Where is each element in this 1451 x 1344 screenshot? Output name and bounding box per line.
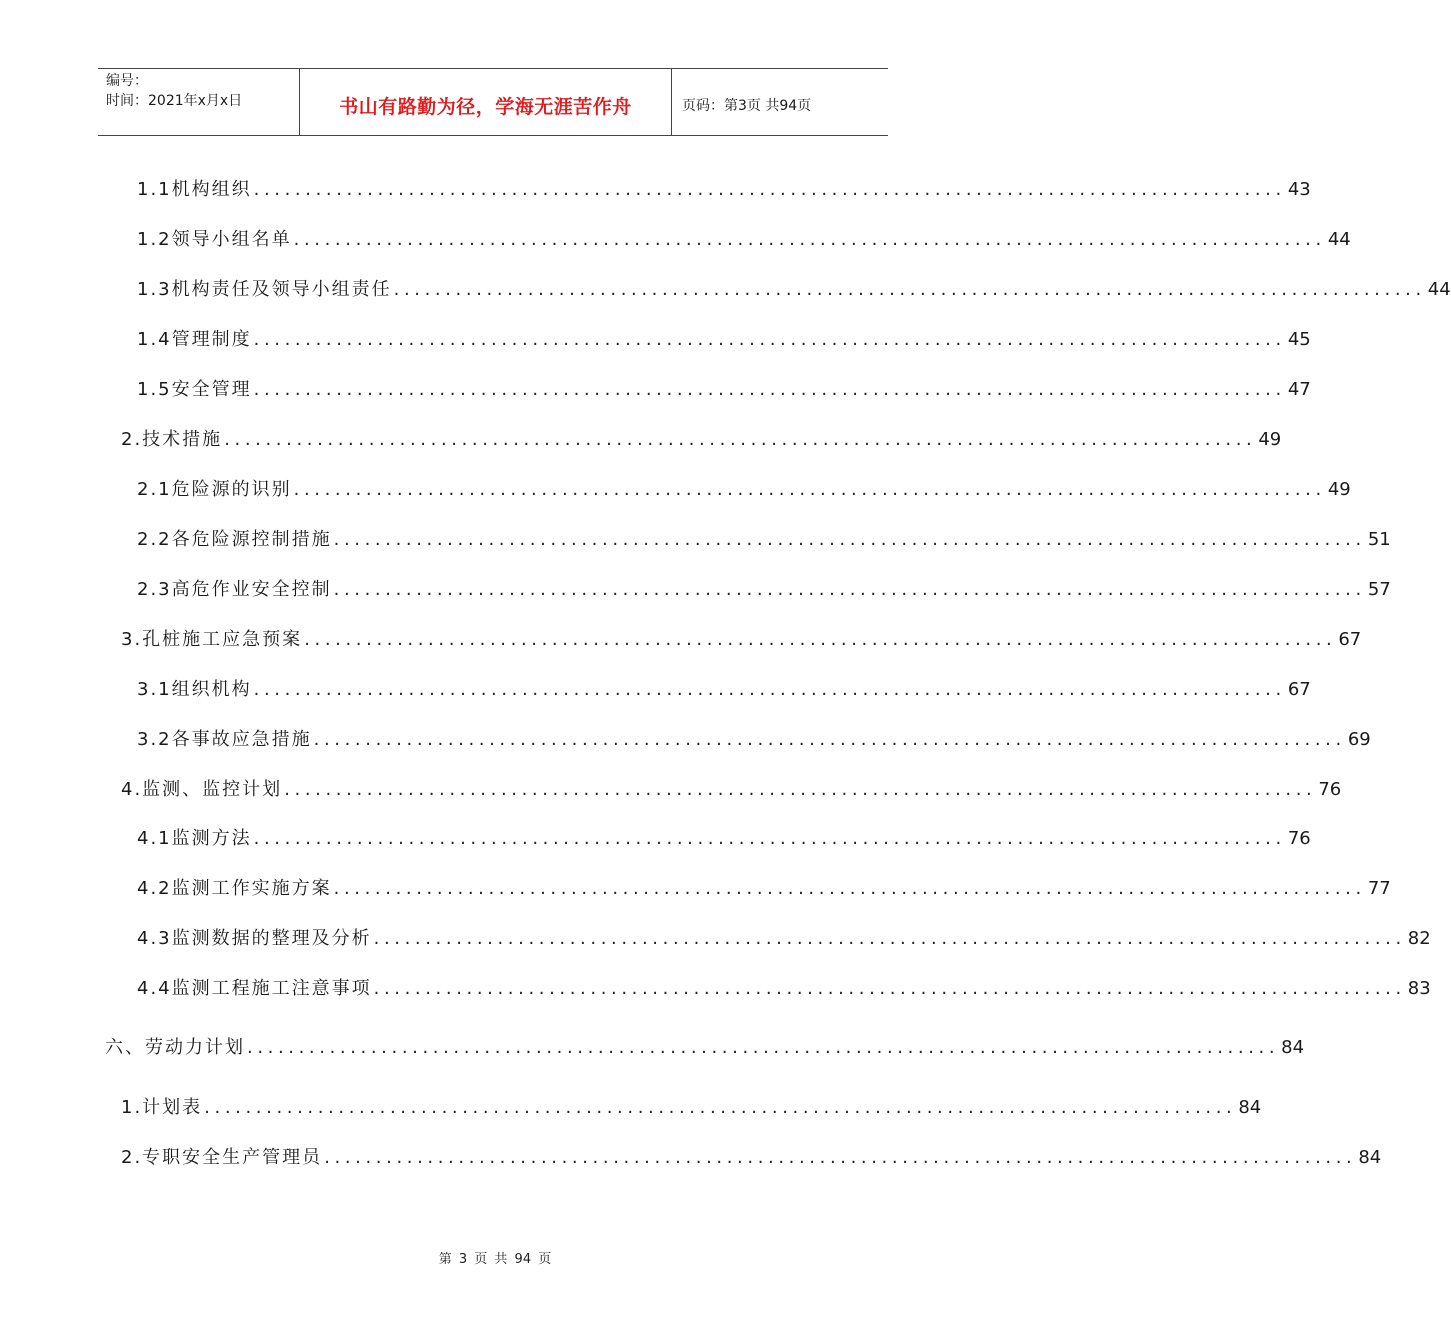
toc-entry-page: 67 <box>1287 679 1311 700</box>
toc-leader-dots: .................................................................................................... <box>373 978 1406 999</box>
toc-entry[interactable] <box>137 276 1451 304</box>
toc-entry-page: 84 <box>1358 1147 1382 1168</box>
toc-entry[interactable] <box>137 676 1311 704</box>
toc-leader-dots: .................................................................................................... <box>253 179 1286 200</box>
toc-leader-dots: .................................................................................................... <box>313 729 1346 750</box>
toc-entry-label: 1.2领导小组名单 <box>137 229 292 250</box>
toc-entry[interactable] <box>137 726 1371 754</box>
toc-entry-page: 84 <box>1281 1037 1305 1058</box>
toc-entry-label: 4.3监测数据的整理及分析 <box>137 928 372 949</box>
toc-leader-dots: .................................................................................................... <box>324 1147 1357 1168</box>
toc-leader-dots: .................................................................................................... <box>293 479 1326 500</box>
footer-page-number: 第 3 页 共 94 页 <box>438 1252 552 1267</box>
toc-entry[interactable] <box>137 925 1431 953</box>
toc-entry-label: 4.4监测工程施工注意事项 <box>137 978 372 999</box>
header-meta <box>98 69 300 135</box>
toc-entry-label: 2.技术措施 <box>121 429 223 450</box>
toc-entry[interactable] <box>105 1034 1305 1062</box>
toc-leader-dots: .................................................................................................... <box>253 329 1286 350</box>
toc-leader-dots: .................................................................................................... <box>333 579 1366 600</box>
toc-entry-label: 4.1监测方法 <box>137 828 252 849</box>
toc-entry-label: 六、劳动力计划 <box>105 1037 245 1058</box>
toc-entry-page: 49 <box>1258 429 1282 450</box>
toc-entry-label: 1.4管理制度 <box>137 329 252 350</box>
page-footer <box>0 1248 950 1267</box>
toc-entry-label: 1.5安全管理 <box>137 379 252 400</box>
toc-entry[interactable] <box>137 526 1391 554</box>
toc-entry-page: 45 <box>1287 329 1311 350</box>
toc-leader-dots: .................................................................................................... <box>253 679 1286 700</box>
toc-entry-label: 2.3高危作业安全控制 <box>137 579 332 600</box>
toc-leader-dots: .................................................................................................... <box>204 1097 1237 1118</box>
toc-leader-dots: .................................................................................................... <box>247 1037 1280 1058</box>
header-page-info-cell <box>672 69 888 135</box>
doc-number-label: 编号： <box>106 73 148 89</box>
toc-entry-page: 77 <box>1367 878 1391 899</box>
toc-entry-page: 83 <box>1407 978 1431 999</box>
toc-entry-label: 1.3机构责任及领导小组责任 <box>137 279 392 300</box>
toc-leader-dots: .................................................................................................... <box>284 779 1317 800</box>
toc-entry[interactable] <box>137 875 1391 903</box>
toc-entry-page: 69 <box>1347 729 1371 750</box>
toc-entry-page: 84 <box>1238 1097 1262 1118</box>
toc-entry[interactable] <box>121 776 1342 804</box>
page-header <box>98 68 888 136</box>
toc-leader-dots: .................................................................................................... <box>373 928 1406 949</box>
toc-entry-label: 3.1组织机构 <box>137 679 252 700</box>
toc-entry[interactable] <box>137 226 1351 254</box>
toc-entry[interactable] <box>121 1144 1382 1172</box>
toc-leader-dots: .................................................................................................... <box>224 429 1257 450</box>
toc-leader-dots: .................................................................................................... <box>304 629 1337 650</box>
toc-entry[interactable] <box>137 576 1391 604</box>
toc-entry-page: 76 <box>1318 779 1342 800</box>
toc-entry[interactable] <box>137 825 1311 853</box>
toc-entry[interactable] <box>137 476 1351 504</box>
header-motto-cell <box>300 69 672 135</box>
toc-entry[interactable] <box>137 176 1311 204</box>
toc-entry[interactable] <box>121 626 1362 654</box>
toc-entry-label: 1.计划表 <box>121 1097 203 1118</box>
toc-entry[interactable] <box>137 326 1311 354</box>
header-motto: 书山有路勤为径，学海无涯苦作舟 <box>339 95 632 118</box>
toc-entry-label: 3.2各事故应急措施 <box>137 729 312 750</box>
toc-entry[interactable] <box>137 975 1431 1003</box>
toc-leader-dots: .................................................................................................... <box>293 229 1326 250</box>
toc-entry-page: 43 <box>1287 179 1311 200</box>
toc-entry-page: 44 <box>1327 229 1351 250</box>
toc-entry-page: 49 <box>1327 479 1351 500</box>
toc-entry[interactable] <box>121 1094 1262 1122</box>
toc-entry-page: 82 <box>1407 928 1431 949</box>
toc-entry[interactable] <box>137 376 1311 404</box>
toc-leader-dots: .................................................................................................... <box>253 828 1286 849</box>
toc-entry-label: 4.监测、监控计划 <box>121 779 283 800</box>
toc-entry-label: 3.孔桩施工应急预案 <box>121 629 303 650</box>
toc-entry-page: 57 <box>1367 579 1391 600</box>
toc-entry-page: 47 <box>1287 379 1311 400</box>
toc-leader-dots: .................................................................................................... <box>333 529 1366 550</box>
toc-entry-page: 76 <box>1287 828 1311 849</box>
toc-entry-label: 2.1危险源的识别 <box>137 479 292 500</box>
toc-entry[interactable] <box>121 426 1282 454</box>
toc-leader-dots: .................................................................................................... <box>333 878 1366 899</box>
toc-entry-label: 2.专职安全生产管理员 <box>121 1147 323 1168</box>
toc-entry-label: 4.2监测工作实施方案 <box>137 878 332 899</box>
toc-entry-page: 51 <box>1367 529 1391 550</box>
doc-time-label: 时间：2021年x月x日 <box>106 93 243 109</box>
toc-entry-label: 1.1机构组织 <box>137 179 252 200</box>
toc-entry-page: 44 <box>1427 279 1451 300</box>
toc-entry-page: 67 <box>1338 629 1362 650</box>
toc-entry-label: 2.2各危险源控制措施 <box>137 529 332 550</box>
toc-leader-dots: .................................................................................................... <box>253 379 1286 400</box>
toc-leader-dots: .................................................................................................... <box>393 279 1426 300</box>
header-page-info: 页码：第3页 共94页 <box>682 98 812 114</box>
